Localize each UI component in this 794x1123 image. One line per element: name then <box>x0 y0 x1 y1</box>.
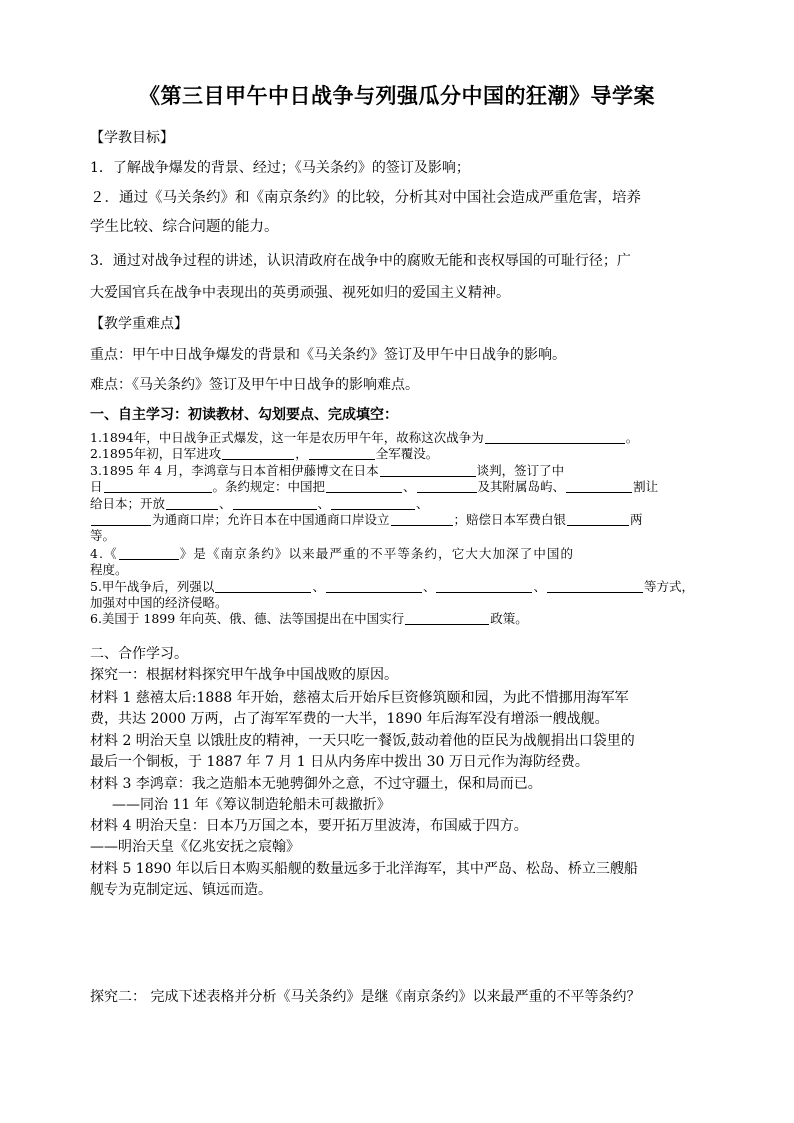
objective-line: ２．通过《马关条约》和《南京条约》的比较，分析其对中国社会造成严重危害，培养 <box>90 190 641 206</box>
material-source: ——明治天皇《亿兆安抚之宸翰》 <box>90 839 300 855</box>
answer-blank[interactable] <box>309 446 375 460</box>
answer-blank[interactable] <box>567 512 629 526</box>
fill-question-5-cont: 加强对中国的经济侵略。 <box>90 595 228 610</box>
material-line: 材料 2 明治天皇 以饿肚皮的精神，一天只吃一餐饭,鼓动着他的臣民为战舰捐出口袋里的 <box>90 733 635 749</box>
objective-line: 大爱国官兵在战争中表现出的英勇顽强、视死如归的爱国主义精神。 <box>90 285 510 301</box>
answer-blank[interactable] <box>215 579 311 593</box>
fill-question-3-cont: 等。 <box>90 528 116 543</box>
answer-blank[interactable] <box>331 496 415 510</box>
fill-question-5: 5.甲午战争后，列强以 、 、 、 等方式， <box>90 579 694 594</box>
inquiry-2: 探究二： 完成下述表格并分析《马关条约》是继《南京条约》以来最严重的不平等条约？ <box>90 989 641 1005</box>
section1-heading: 一、自主学习：初读教材、勾划要点、完成填空： <box>90 407 398 423</box>
answer-blank[interactable] <box>104 479 212 493</box>
key-point: 重点：甲午中日战争爆发的背景和《马关条约》签订及甲午中日战争的影响。 <box>90 347 566 363</box>
section2-heading: 二、合作学习。 <box>90 646 188 662</box>
fill-question-3: 3.1895 年 4 月，李鸿章与日本首相伊藤博文在日本 谈判，签订了中 <box>90 463 565 478</box>
answer-blank[interactable] <box>547 579 643 593</box>
answer-blank[interactable] <box>566 479 632 493</box>
answer-blank[interactable] <box>485 430 625 444</box>
answer-blank[interactable] <box>91 512 151 526</box>
objectives-heading: 【学教目标】 <box>90 130 174 146</box>
objective-line: 1．了解战争爆发的背景、经过；《马关条约》的签订及影响； <box>90 160 470 176</box>
fill-question-3-cont: 为通商口岸；允许日本在中国通商口岸设立 ；赔偿日本军费白银 两 <box>90 510 643 528</box>
fill-question-1: 1.1894年，中日战争正式爆发，这一年是农历甲午年，故称这次战争为 。 <box>90 430 639 445</box>
answer-blank[interactable] <box>417 479 477 493</box>
answer-blank[interactable] <box>391 512 453 526</box>
answer-blank[interactable] <box>119 546 179 560</box>
difficult-point: 难点：《马关条约》签订及甲午中日战争的影响难点。 <box>90 377 419 393</box>
answer-blank[interactable] <box>436 579 532 593</box>
material-line: 材料 3 李鸿章：我之造船本无驰骋御外之意，不过守疆土，保和局而已。 <box>90 776 542 792</box>
material-line: 费，共达 2000 万两，占了海军军费的一大半，1890 年后海军没有增添一艘战舰。 <box>90 711 609 727</box>
fill-question-4-cont: 程度。 <box>90 562 128 577</box>
material-line: 材料 4 明治天皇：日本乃万国之本，要开拓万里波涛，布国威于四方。 <box>90 818 528 834</box>
answer-blank[interactable] <box>326 579 422 593</box>
answer-blank[interactable] <box>166 496 218 510</box>
objective-line: 3．通过对战争过程的讲述，认识清政府在战争中的腐败无能和丧权辱国的可耻行径；广 <box>90 253 631 269</box>
answer-blank[interactable] <box>405 611 489 625</box>
key-points-heading: 【教学重难点】 <box>90 316 188 332</box>
fill-question-4: 4.《 》是《南京条约》以来最严重的不平等条约，它大大加深了中国的 <box>90 546 575 561</box>
inquiry-1: 探究一：根据材料探究甲午战争中国战败的原因。 <box>90 667 398 683</box>
material-line: 舰专为克制定远、镇远而造。 <box>90 882 272 898</box>
material-line: 材料 5 1890 年以后日本购买船舰的数量远多于北洋海军，其中严岛、松岛、桥立三艘船 <box>90 861 638 877</box>
answer-blank[interactable] <box>233 496 317 510</box>
material-line: 材料 1 慈禧太后:1888 年开始，慈禧太后开始斥巨资修筑颐和园，为此不惜挪用海军军 <box>90 690 629 706</box>
material-line: 最后一个铜板，于 1887 年 7 月 1 日从内务库中拨出 30 万日元作为海防经费。 <box>90 754 589 770</box>
answer-blank[interactable] <box>222 446 294 460</box>
material-source: ——同治 11 年《筹议制造轮船未可裁撤折》 <box>112 797 391 813</box>
objective-line: 学生比较、综合问题的能力。 <box>90 219 279 235</box>
fill-question-3-cont: 日 。条约规定：中国把 、 及其附属岛屿、 割让 <box>90 479 659 494</box>
fill-question-3-cont: 给日本；开放 、 、 、 <box>90 496 429 511</box>
fill-question-2: 2.1895年初，日军进攻 ， 全军覆没。 <box>90 446 439 461</box>
answer-blank[interactable] <box>326 479 402 493</box>
page-title: 《第三目甲午中日战争与列强瓜分中国的狂潮》导学案 <box>139 83 655 108</box>
answer-blank[interactable] <box>380 463 476 477</box>
fill-question-6: 6.美国于 1899 年向英、俄、德、法等国提出在中国实行 政策。 <box>90 611 528 626</box>
